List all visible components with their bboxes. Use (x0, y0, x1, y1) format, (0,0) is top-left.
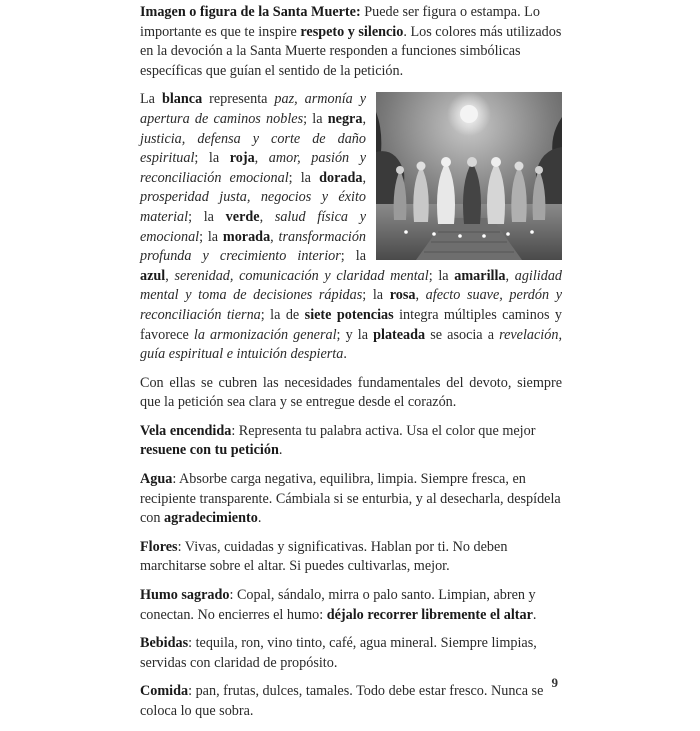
humo-paragraph: Humo sagrado: Copal, sándalo, mirra o palo santo. Limpian, abren y conectan. No encierres el humo: déjalo recorrer libremente el altar. (140, 587, 537, 623)
santa-muerte-figures-image (376, 92, 562, 260)
colors-paragraph: La blanca representa paz, armonía y apertura de caminos nobles; la negra, justicia, defensa y corte de daño espiritual; la roja, amor, pasión y reconciliación emocional; la dorada, prosperidad justa, negocios y éxito material; la verde, salud física y emocional; la morada, transformación profunda y crecimiento interior; la azul, serenidad, comunicación y claridad mental; la amarilla, agilidad mental y toma de decisiones rápidas; la rosa, afecto suave, perdón y reconciliación tierna; la de siete potencias integra múltiples caminos y favorece la armonización general; y la plateada se asocia a revelación, guía espiritual e intuición despierta. (140, 91, 563, 363)
flores-paragraph: Flores: Vivas, cuidadas y significativas. Hablan por ti. No deben marchitarse sobre el altar. Si puedes cultivarlas, mejor. (140, 538, 508, 575)
summary-paragraph: Con ellas se cubren las necesidades fundamentales del devoto, siempre que la petición sea clara y se entregue desde el corazón. (140, 374, 562, 411)
intro-title: Imagen o figura de la Santa Muerte: (140, 4, 361, 20)
comida-paragraph: Comida: pan, frutas, dulces, tamales. Todo debe estar fresco. Nunca se coloca lo que sobra. (140, 683, 544, 719)
page-content (140, 3, 562, 731)
vela-paragraph: Vela encendida: Representa tu palabra activa. Usa el color que mejor resuene con tu petición. (140, 422, 536, 459)
agua-paragraph: Agua: Absorbe carga negativa, equilibra, limpia. Siempre fresca, en recipiente transparente. Cámbiala si se enturbia, y al desecharla, despídela con agradecimiento. (140, 471, 561, 527)
page-number: 9 (551, 675, 558, 690)
intro-paragraph: Imagen o figura de la Santa Muerte: Puede ser figura o estampa. Lo importante es que te inspire respeto y silencio. Los colores más utilizados en la devoción a la Santa Muerte responden a funciones simbólicas específicas que guían el sentido de la petición. (140, 4, 562, 79)
bebidas-paragraph: Bebidas: tequila, ron, vino tinto, café, agua mineral. Siempre limpias, servidas con claridad de propósito. (140, 635, 537, 671)
